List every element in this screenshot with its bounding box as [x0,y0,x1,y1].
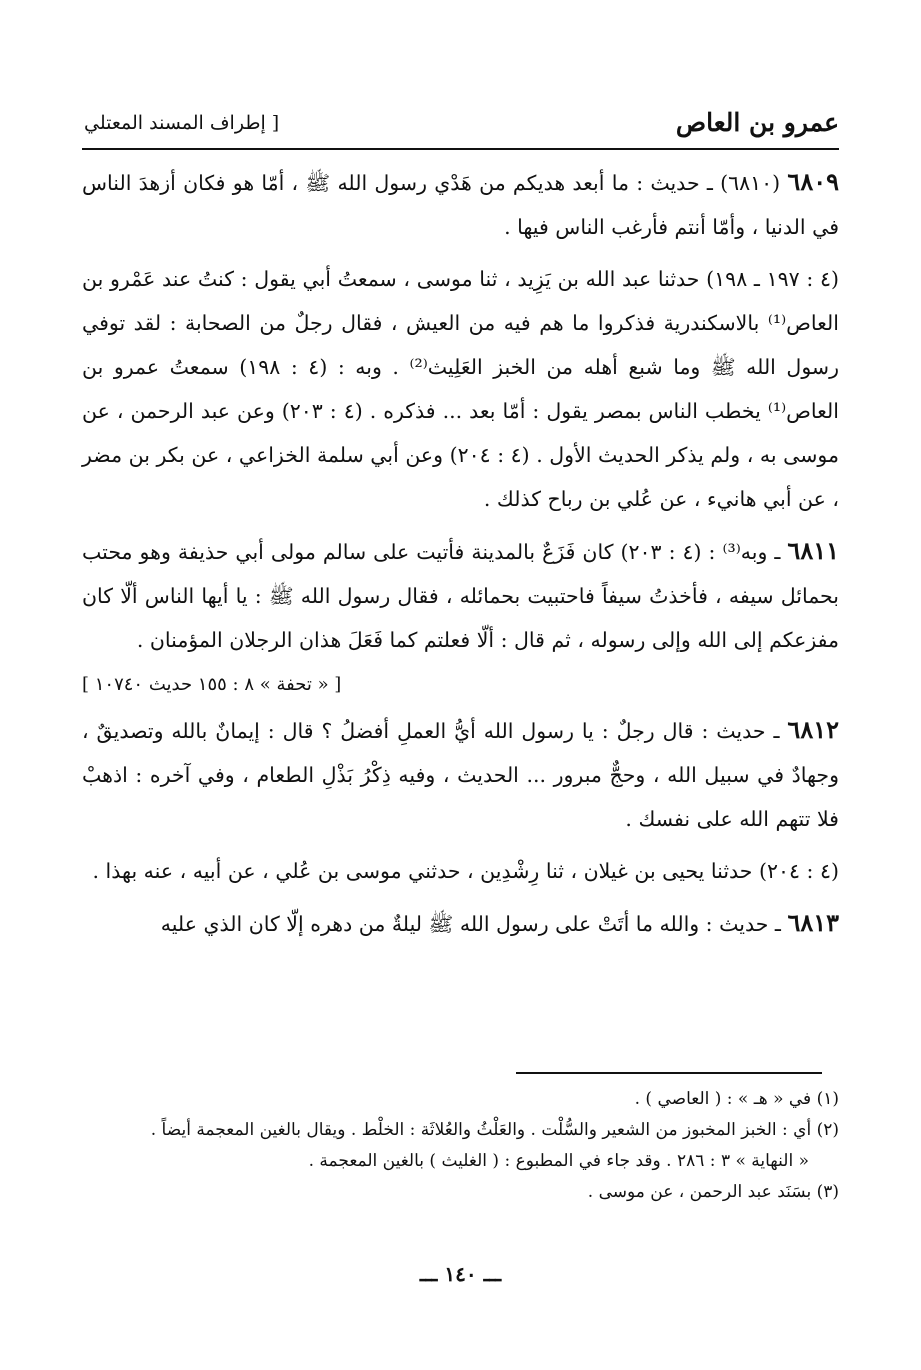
hadith-number: ٦٨١١ [787,536,839,565]
main-text [82,160,839,946]
header-divider [82,148,839,150]
footnotes [82,1084,839,1208]
hadith-number: ٦٨١٢ [787,715,839,744]
hadith-number: ٦٨١٣ [787,908,839,937]
hadith-entry-6812 [82,708,839,841]
hadith-number: ٦٨٠٩ [787,167,839,196]
hadith-entry-6811 [82,529,839,662]
tuhfa-reference: [ « تحفة » ٨ : ١٥٥ حديث ١٠٧٤٠ ] [82,674,342,695]
footnote-3: (٣) بسَنَد عبد الرحمن ، عن موسى . [587,1182,839,1202]
hadith-text: (٦٨١٠) ـ حديث : ما أبعد هديكم من هَدْي رسول الله ﷺ ، أمّا هو فكان أزهدَ الناس في الدنيا ، وأمّا أنتم فأرغب الناس فيها . [82,171,839,239]
isnad-paragraph [82,257,839,521]
section-title: عمرو بن العاص [675,108,839,137]
hadith-entry-6809 [82,160,839,249]
hadith-entry-6813 [82,901,839,946]
page-number: ـــ ١٤٠ ـــ [419,1262,502,1286]
book-title: [ إطراف المسند المعتلي [84,112,280,134]
isnad-text: (٤ : ٢٠٤) حدثنا يحيى بن غيلان ، ثنا رِشْدِين ، حدثني موسى بن عُلي ، عن أبيه ، عنه بهذا . [92,859,839,883]
hadith-text: ـ حديث : قال رجلٌ : يا رسول الله أيُّ العملِ أفضلُ ؟ قال : إيمانٌ بالله وتصديقٌ ، وجهادٌ في سبيل الله ، وحجٌّ مبرور ... الحديث ، وفيه ذِكْرُ بَذْلِ الطعام ، وفي آخره : اذهبْ فلا تتهم الله على نفسك . [82,719,839,831]
footnote-2: (٢) أي : الخبز المخبوز من الشعير والسُّلْت . والعَلْثُ والعُلاثَة : الخلْط . ويقال بالغين المعجمة أيضاً . [150,1120,839,1140]
footnote-2-continuation: « النهاية » ٣ : ٢٨٦ . وقد جاء في المطبوع : ( الغليث ) بالغين المعجمة . [308,1151,809,1171]
hadith-text: ـ وبه⁽³⁾ : (٤ : ٢٠٣) كان فَزَعٌ بالمدينة فأتيت على سالم مولى أبي حذيفة وهو محتب بحمائل سيفه ، فأخذتُ سيفاً فاحتبيت بحمائله ، فقال رسول الله ﷺ : يا أيها الناس ألّا كان مفزعكم إلى الله وإلى رسوله ، ثم قال : ألّا فعلتم كما فَعَلَ هذان الرجلان المؤمنان . [82,540,839,652]
isnad-paragraph [82,849,839,893]
running-header [84,108,839,144]
hadith-text: ـ حديث : والله ما أتَتْ على رسول الله ﷺ ليلةٌ من دهره إلّا كان الذي عليه [160,912,781,936]
footnote-divider [516,1072,822,1074]
isnad-text: (٤ : ١٩٧ ـ ١٩٨) حدثنا عبد الله بن يَزِيد ، ثنا موسى ، سمعتُ أبي يقول : كنتُ عند عَمْرو بن العاص⁽¹⁾ بالاسكندرية فذكروا ما هم فيه من العيش ، فقال رجلٌ من الصحابة : لقد توفي رسول الله ﷺ وما شبع أهله من الخبز العَلِيث⁽²⁾ . وبه : (٤ : ١٩٨) سمعتُ عمرو بن العاص⁽¹⁾ يخطب الناس بمصر يقول : أمّا بعد ... فذكره . (٤ : ٢٠٣) وعن عبد الرحمن ، عن موسى به ، ولم يذكر الحديث الأول . (٤ : ٢٠٤) وعن أبي سلمة الخزاعي ، عن بكر بن مضر ، عن أبي هانيء ، عن عُلي بن رباح كذلك . [82,267,839,511]
footnote-1: (١) في « هـ » : ( العاصي ) . [634,1089,839,1109]
